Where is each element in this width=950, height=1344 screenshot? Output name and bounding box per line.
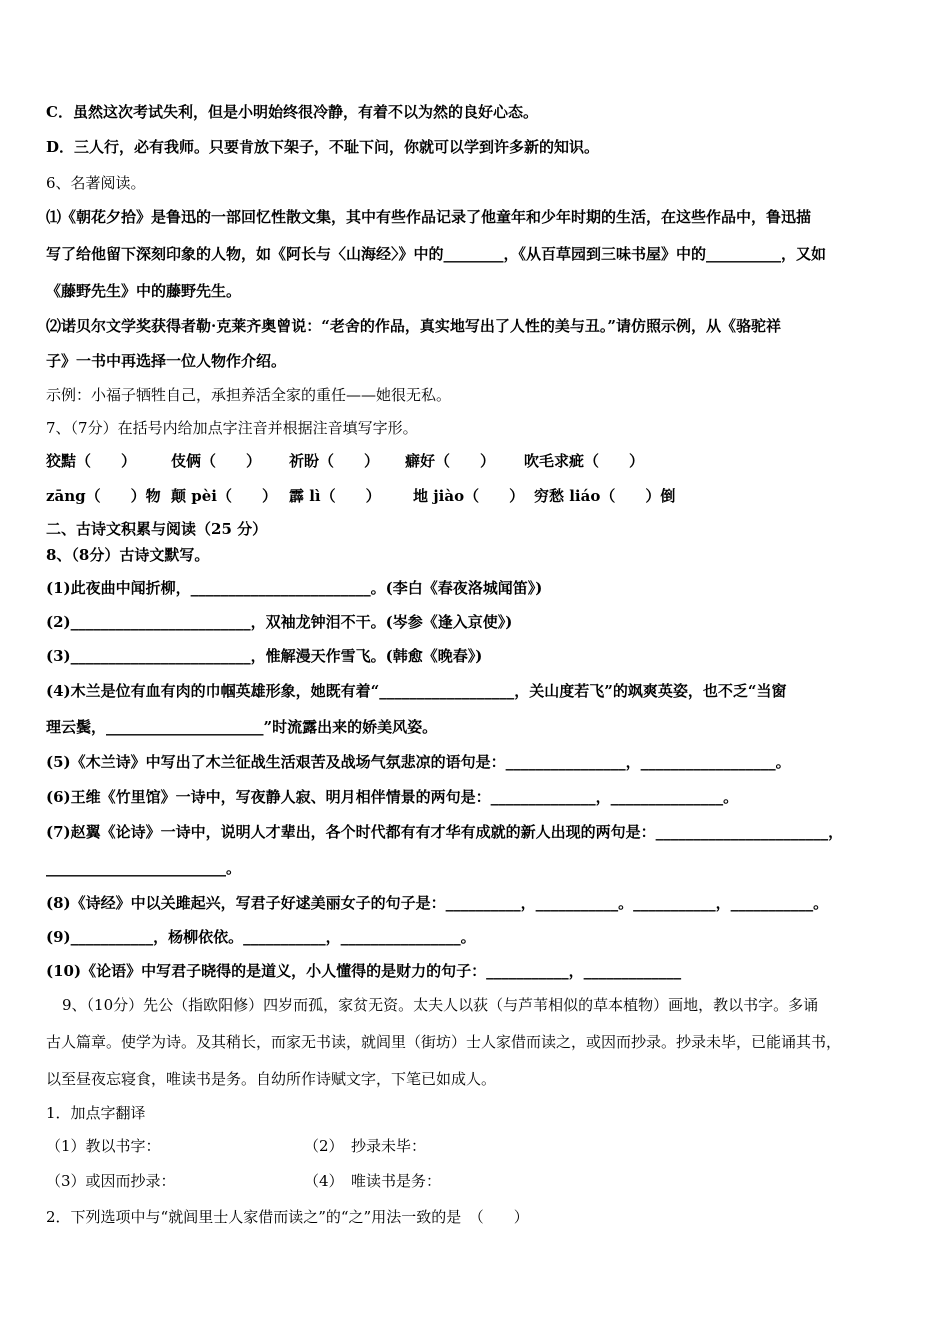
q8-line-1: (1)此夜曲中闻折柳，________________________。(李白《春夜洛城闻笛》) [46,579,543,597]
q7-title: 7、（7分）在括号内给加点字注音并根据注音填写字形。 [46,419,418,437]
q8-line-7a: (7)赵翼《论诗》一诗中，说明人才辈出，各个时代都有有才华有成就的新人出现的两句是：_______________________， [46,823,844,841]
q5-option-d: D．三人行，必有我师。只要肯放下架子，不耻下问，你就可以学到许多新的知识。 [46,138,600,156]
q7-item-5: 吹毛求疵（ ） [524,452,645,470]
q9-para-line3: 以至昼夜忘寝食，唯读书是务。自幼所作诗赋文字，下笔已如成人。 [46,1070,497,1088]
q8-line-9: (9)___________，杨柳依依。___________，________________。 [46,928,476,946]
q8-line-6: (6)王维《竹里馆》一诗中，写夜静人寂、明月相伴情景的两句是：______________，_______________。 [46,788,739,806]
q9-para-line2: 古人篇章。使学为诗。及其稍长，而家无书读，就闾里（街坊）士人家借而读之，或因而抄录。抄录未毕，已能诵其书， [46,1033,842,1051]
q7-item-3: 祈盼（ ） [289,452,380,470]
q8-line-4a: (4)木兰是位有血有肉的巾帼英雄形象，她既有着“__________________，关山度若飞”的飒爽英姿，也不乏“当窗 [46,682,787,700]
q8-line-8: (8)《诗经》中以关雎起兴，写君子好逑美丽女子的句子是：__________，___________。___________，___________。 [46,894,829,912]
q9-sub1-title: 1．加点字翻译 [46,1104,146,1122]
q7-item-9: 地 jiào（ ） [413,487,525,505]
q6-title: 6、名著阅读。 [46,174,146,192]
q8-line-7b: ________________________。 [46,859,242,877]
q6-p1-line3: 《藤野先生》中的藤野先生。 [46,282,242,300]
q8-line-10: (10)《论语》中写君子晓得的是道义，小人懂得的是财力的句子：___________，_____________ [46,962,682,980]
q7-item-4: 癖好（ ） [405,452,496,470]
section2-title: 二、古诗文积累与阅读（25 分） [46,520,268,538]
q7-item-1: 狡黠（ ） [46,452,137,470]
q9-sub2-title: 2．下列选项中与“就闾里士人家借而读之”的“之”用法一致的是 （ ） [46,1208,529,1226]
q8-line-2: (2)________________________，双袖龙钟泪不干。(岑参《逢入京使》) [46,613,513,631]
q8-line-5: (5)《木兰诗》中写出了木兰征战生活艰苦及战场气氛悲凉的语句是：________________，__________________。 [46,753,791,771]
q7-item-8: 霹 lì（ ） [289,487,381,505]
q8-title: 8、（8分）古诗文默写。 [46,546,210,564]
q6-example: 示例：小福子牺牲自己，承担养活全家的重任——她很无私。 [46,386,452,404]
q9-item-1: （1）教以书字： [46,1137,161,1155]
q6-p1-line2: 写了给他留下深刻印象的人物，如《阿长与〈山海经〉》中的________，《从百草园到三味书屋》中的__________，又如 [46,245,827,263]
q8-line-3: (3)________________________，惟解漫天作雪飞。(韩愈《晚春》) [46,647,483,665]
q5-option-c: C．虽然这次考试失利，但是小明始终很冷静，有着不以为然的良好心态。 [46,103,538,121]
q9-item-4: （4） 唯读书是务： [304,1172,442,1190]
q7-item-10: 穷愁 liáo（ ）倒 [534,487,676,505]
q6-p2-line1: ⑵诺贝尔文学奖获得者勒·克莱齐奥曾说：“老舍的作品，真实地写出了人性的美与丑。”请仿照示例，从《骆驼祥 [46,317,781,335]
q7-item-6: zāng（ ）物 [46,487,161,505]
q7-item-2: 伎俩（ ） [171,452,262,470]
q9-item-2: （2） 抄录未毕： [304,1137,427,1155]
q7-item-7: 颠 pèi（ ） [171,487,277,505]
q8-line-4b: 理云鬓，_____________________”时流露出来的娇美风姿。 [46,718,438,736]
q9-item-3: （3）或因而抄录： [46,1172,176,1190]
q6-p2-line2: 子》一书中再选择一位人物作介绍。 [46,352,287,370]
q9-para-line1: 9、（10分）先公（指欧阳修）四岁而孤，家贫无资。太夫人以荻（与芦苇相似的草本植物）画地，教以书字。多诵 [62,996,819,1014]
q6-p1-line1: ⑴《朝花夕拾》是鲁迅的一部回忆性散文集，其中有些作品记录了他童年和少年时期的生活，在这些作品中，鲁迅描 [46,208,812,226]
